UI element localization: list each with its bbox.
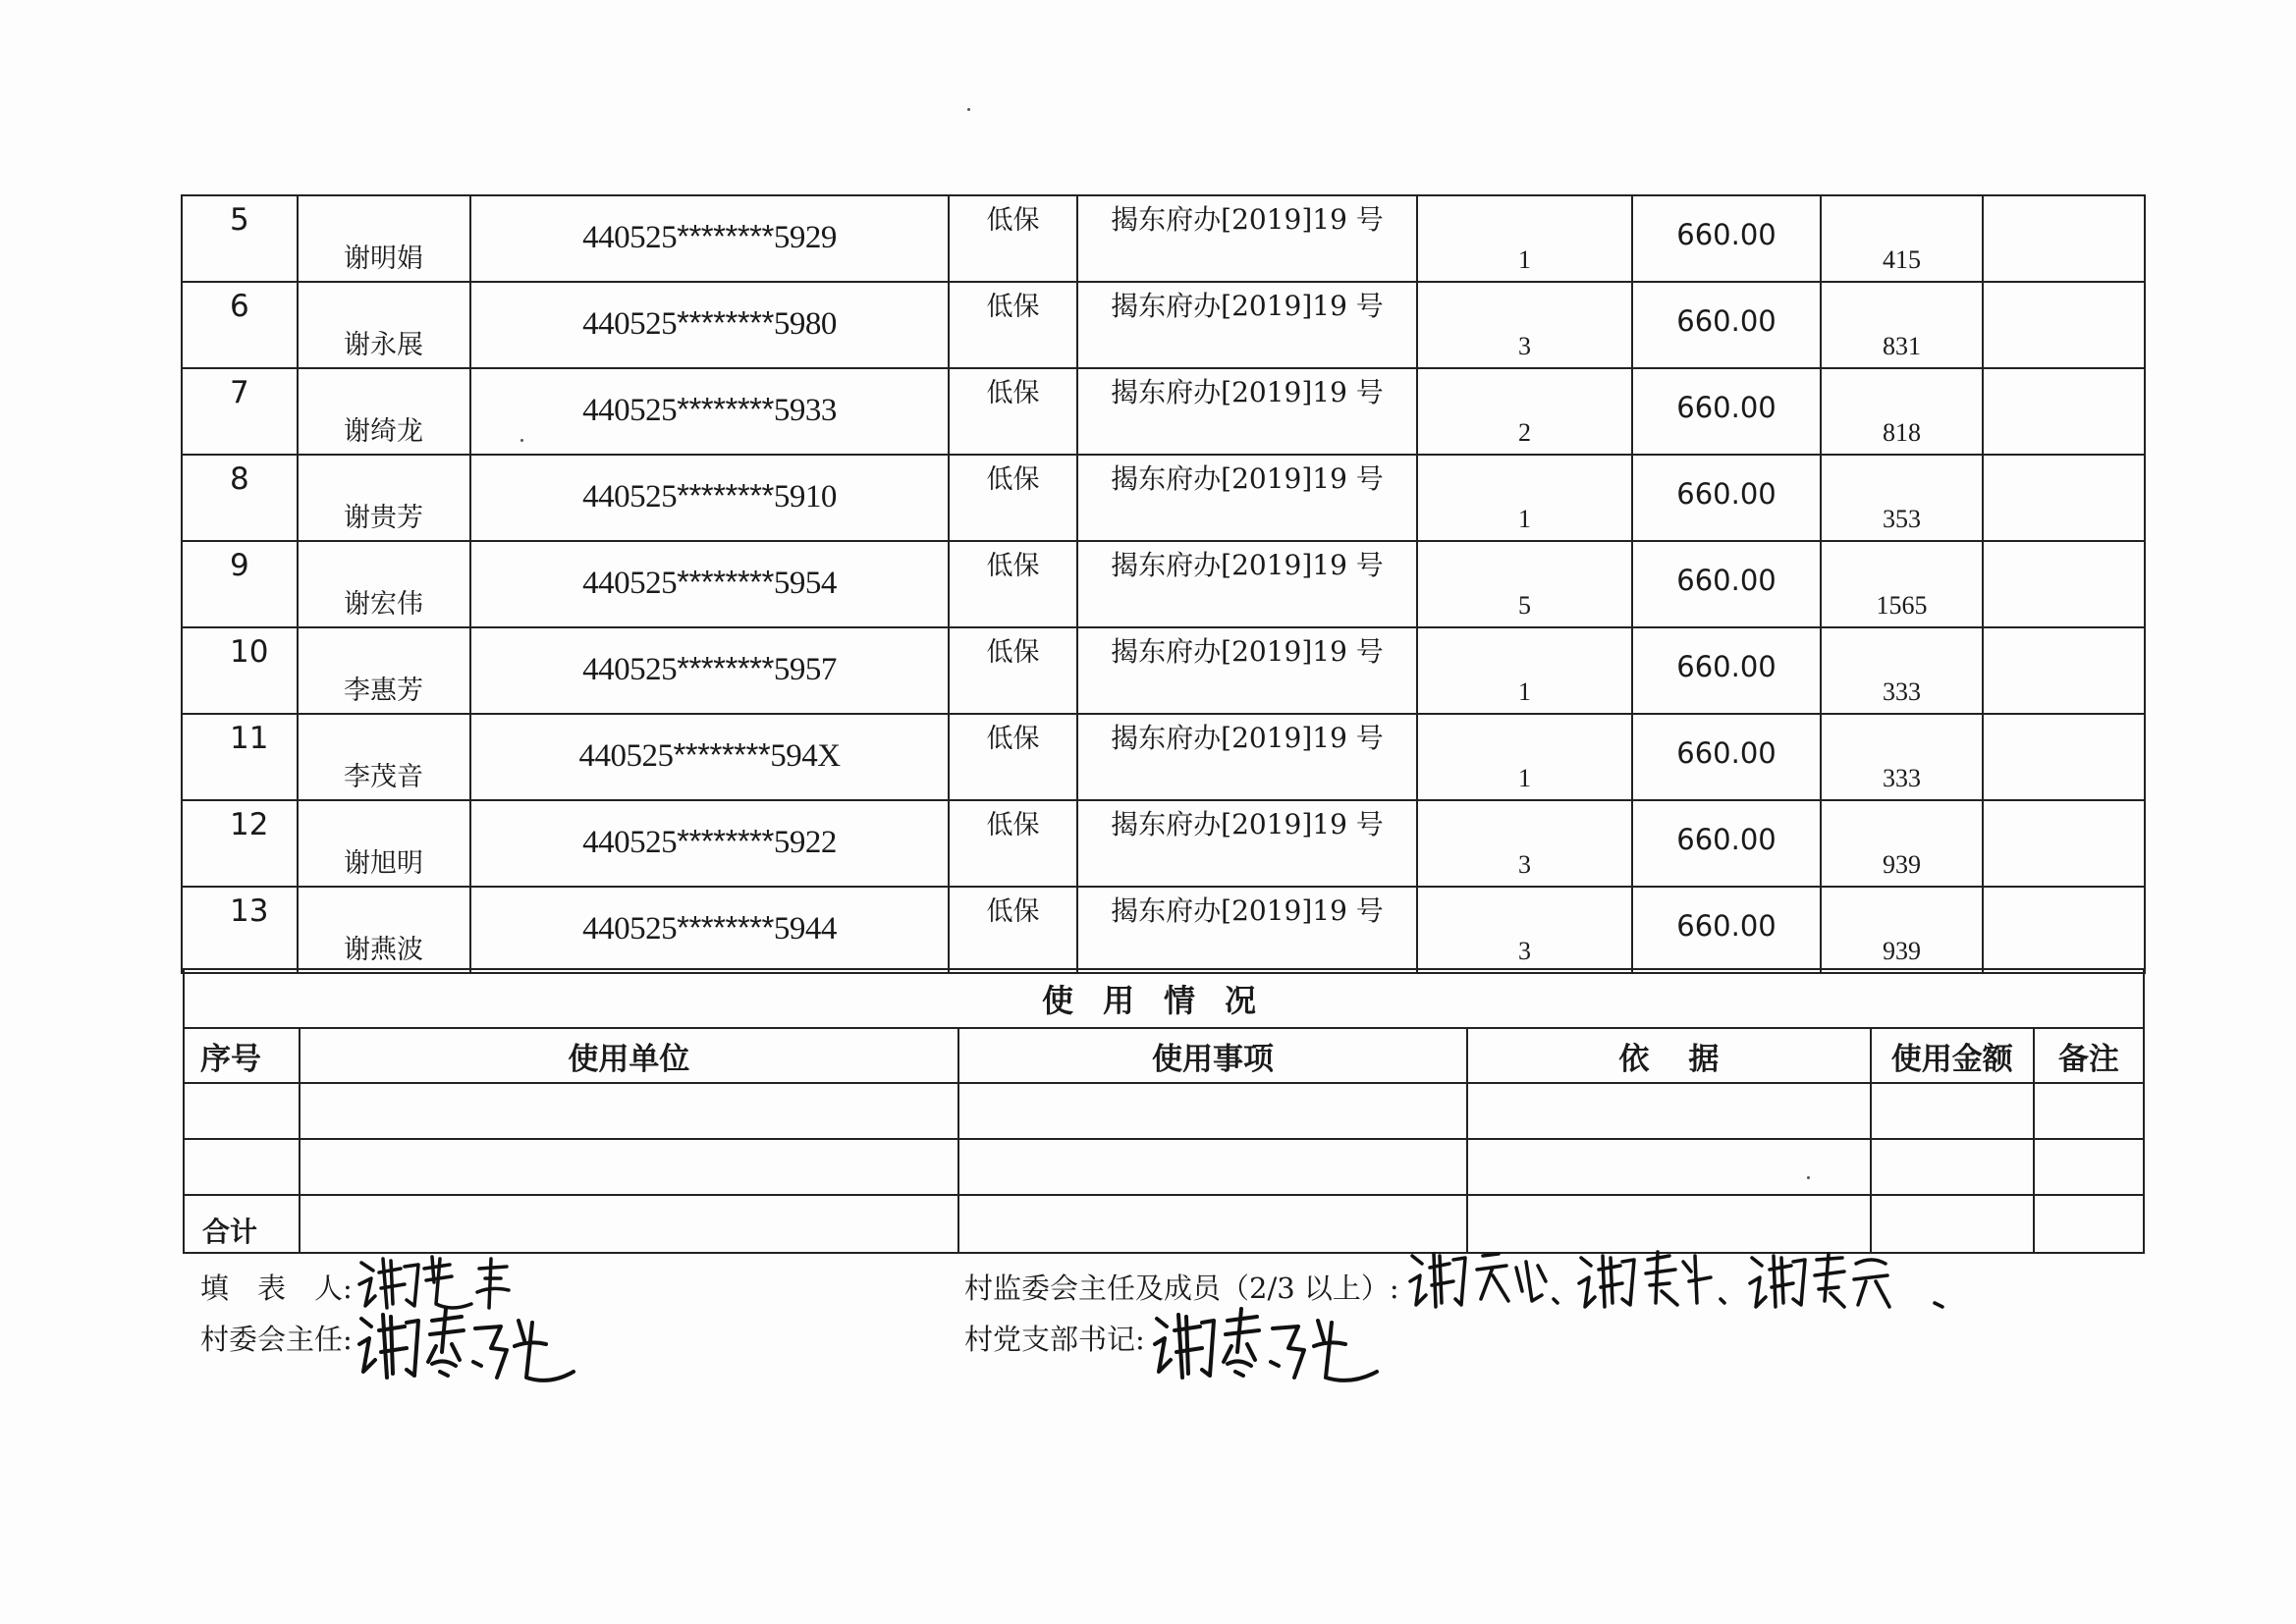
type-cell bbox=[949, 455, 1077, 541]
seq-cell bbox=[182, 368, 298, 455]
header-item: 使用事项 bbox=[958, 1028, 1467, 1083]
household-count: 1 bbox=[1518, 505, 1531, 533]
basis-cell bbox=[1077, 455, 1417, 541]
seq-cell bbox=[182, 282, 298, 368]
table-row bbox=[182, 800, 2145, 887]
scan-speck bbox=[967, 108, 970, 111]
recipients-table bbox=[181, 194, 2146, 974]
people-cell bbox=[1417, 541, 1632, 627]
seq-text: 13 bbox=[230, 893, 269, 929]
header-note: 备注 bbox=[2034, 1028, 2144, 1083]
seq-cell bbox=[182, 714, 298, 800]
name-cell bbox=[298, 887, 470, 973]
type-cell bbox=[949, 541, 1077, 627]
household-count: 1 bbox=[1518, 245, 1531, 274]
people-cell bbox=[1417, 887, 1632, 973]
payment-amount: 333 bbox=[1883, 764, 1921, 792]
seq-cell bbox=[182, 195, 298, 282]
note-cell bbox=[1983, 541, 2145, 627]
standard-amount: 660.00 bbox=[1676, 391, 1777, 424]
payment-amount: 1565 bbox=[1876, 591, 1928, 620]
standard-amount: 660.00 bbox=[1676, 736, 1777, 770]
empty-cell bbox=[1871, 1139, 2034, 1195]
amount-cell bbox=[1821, 541, 1983, 627]
id-number: 440525********5944 bbox=[582, 909, 837, 947]
id-cell bbox=[470, 800, 949, 887]
supervisory-label: 村监委会主任及成员（2/3 以上）: bbox=[964, 1272, 1399, 1305]
header-seq: 序号 bbox=[184, 1028, 300, 1083]
usage-row bbox=[184, 1083, 2144, 1139]
note-cell bbox=[1983, 282, 2145, 368]
header-unit: 使用单位 bbox=[300, 1028, 958, 1083]
id-cell bbox=[470, 627, 949, 714]
empty-cell bbox=[2034, 1139, 2144, 1195]
note-cell bbox=[1983, 627, 2145, 714]
id-number: 440525********5933 bbox=[582, 391, 837, 428]
id-number: 440525********594X bbox=[578, 736, 841, 774]
payment-amount: 818 bbox=[1883, 418, 1921, 447]
seq-text: 8 bbox=[230, 461, 249, 497]
household-count: 3 bbox=[1518, 937, 1531, 965]
type-cell bbox=[949, 800, 1077, 887]
recipient-name: 李茂音 bbox=[344, 762, 423, 792]
standard-amount: 660.00 bbox=[1676, 304, 1777, 338]
type-cell bbox=[949, 195, 1077, 282]
policy-basis: 揭东府办[2019]19 号 bbox=[1111, 722, 1384, 754]
type-cell bbox=[949, 887, 1077, 973]
aid-type: 低保 bbox=[986, 724, 1040, 754]
aid-type: 低保 bbox=[986, 292, 1040, 322]
basis-cell bbox=[1077, 714, 1417, 800]
note-cell bbox=[1983, 368, 2145, 455]
usage-row bbox=[184, 1139, 2144, 1195]
empty-cell bbox=[300, 1139, 958, 1195]
people-cell bbox=[1417, 282, 1632, 368]
id-number: 440525********5922 bbox=[582, 823, 837, 860]
empty-cell bbox=[958, 1083, 1467, 1139]
basis-cell bbox=[1077, 368, 1417, 455]
id-number: 440525********5929 bbox=[582, 218, 837, 255]
people-cell bbox=[1417, 368, 1632, 455]
amount-cell bbox=[1821, 282, 1983, 368]
standard-amount: 660.00 bbox=[1676, 823, 1777, 856]
recipient-name: 谢燕波 bbox=[344, 935, 423, 965]
policy-basis: 揭东府办[2019]19 号 bbox=[1111, 462, 1384, 495]
director-signature bbox=[354, 1301, 579, 1394]
household-count: 3 bbox=[1518, 850, 1531, 879]
policy-basis: 揭东府办[2019]19 号 bbox=[1111, 290, 1384, 322]
aid-type: 低保 bbox=[986, 896, 1040, 927]
seq-text: 9 bbox=[230, 548, 249, 583]
id-cell bbox=[470, 887, 949, 973]
name-cell bbox=[298, 541, 470, 627]
empty-cell bbox=[958, 1195, 1467, 1253]
seq-text: 7 bbox=[230, 375, 249, 410]
id-number: 440525********5910 bbox=[582, 477, 837, 514]
recipient-name: 谢绮龙 bbox=[344, 416, 423, 447]
empty-cell bbox=[1467, 1083, 1870, 1139]
policy-basis: 揭东府办[2019]19 号 bbox=[1111, 203, 1384, 236]
aid-type: 低保 bbox=[986, 464, 1040, 495]
payment-amount: 831 bbox=[1883, 332, 1921, 360]
empty-cell bbox=[300, 1083, 958, 1139]
recipient-name: 谢宏伟 bbox=[344, 589, 423, 620]
basis-cell bbox=[1077, 887, 1417, 973]
standard-cell bbox=[1632, 887, 1821, 973]
table-row bbox=[182, 195, 2145, 282]
id-cell bbox=[470, 282, 949, 368]
aid-type: 低保 bbox=[986, 637, 1040, 668]
people-cell bbox=[1417, 714, 1632, 800]
table-row bbox=[182, 368, 2145, 455]
type-cell bbox=[949, 282, 1077, 368]
basis-cell bbox=[1077, 541, 1417, 627]
amount-cell bbox=[1821, 195, 1983, 282]
policy-basis: 揭东府办[2019]19 号 bbox=[1111, 635, 1384, 668]
id-number: 440525********5957 bbox=[582, 650, 837, 687]
standard-amount: 660.00 bbox=[1676, 477, 1777, 511]
recipient-name: 谢贵芳 bbox=[344, 503, 423, 533]
seq-cell bbox=[182, 627, 298, 714]
empty-cell bbox=[958, 1139, 1467, 1195]
standard-amount: 660.00 bbox=[1676, 650, 1777, 683]
note-cell bbox=[1983, 714, 2145, 800]
seq-cell bbox=[182, 887, 298, 973]
amount-cell bbox=[1821, 455, 1983, 541]
table-row bbox=[182, 282, 2145, 368]
people-cell bbox=[1417, 455, 1632, 541]
policy-basis: 揭东府办[2019]19 号 bbox=[1111, 894, 1384, 927]
people-cell bbox=[1417, 627, 1632, 714]
note-cell bbox=[1983, 455, 2145, 541]
empty-cell bbox=[2034, 1195, 2144, 1253]
table-row bbox=[182, 455, 2145, 541]
aid-type: 低保 bbox=[986, 205, 1040, 236]
amount-cell bbox=[1821, 627, 1983, 714]
usage-title: 使用情况 bbox=[184, 969, 2144, 1028]
basis-cell bbox=[1077, 195, 1417, 282]
seq-text: 12 bbox=[230, 807, 269, 842]
supervisory-signature bbox=[1404, 1242, 1954, 1321]
recipient-name: 谢明娟 bbox=[344, 244, 423, 274]
note-cell bbox=[1983, 195, 2145, 282]
note-cell bbox=[1983, 800, 2145, 887]
standard-cell bbox=[1632, 714, 1821, 800]
standard-cell bbox=[1632, 455, 1821, 541]
basis-cell bbox=[1077, 282, 1417, 368]
policy-basis: 揭东府办[2019]19 号 bbox=[1111, 808, 1384, 840]
seq-text: 11 bbox=[230, 721, 269, 756]
type-cell bbox=[949, 627, 1077, 714]
payment-amount: 415 bbox=[1883, 245, 1921, 274]
standard-amount: 660.00 bbox=[1676, 909, 1777, 943]
standard-amount: 660.00 bbox=[1676, 564, 1777, 597]
amount-cell bbox=[1821, 368, 1983, 455]
name-cell bbox=[298, 800, 470, 887]
empty-cell bbox=[184, 1083, 300, 1139]
payment-amount: 939 bbox=[1883, 937, 1921, 965]
filler-label: 填 表 人: bbox=[200, 1272, 353, 1305]
type-cell bbox=[949, 714, 1077, 800]
standard-cell bbox=[1632, 627, 1821, 714]
id-cell bbox=[470, 541, 949, 627]
table-row bbox=[182, 714, 2145, 800]
secretary-signature bbox=[1149, 1301, 1385, 1394]
table-row bbox=[182, 887, 2145, 973]
id-number: 440525********5954 bbox=[582, 564, 837, 601]
standard-cell bbox=[1632, 541, 1821, 627]
empty-cell bbox=[300, 1195, 958, 1253]
empty-cell bbox=[184, 1139, 300, 1195]
name-cell bbox=[298, 195, 470, 282]
aid-type: 低保 bbox=[986, 378, 1040, 408]
total-label: 合计 bbox=[184, 1195, 300, 1253]
seq-cell bbox=[182, 455, 298, 541]
basis-cell bbox=[1077, 627, 1417, 714]
type-cell bbox=[949, 368, 1077, 455]
director-label: 村委会主任: bbox=[200, 1323, 353, 1356]
amount-cell bbox=[1821, 800, 1983, 887]
household-count: 1 bbox=[1518, 677, 1531, 706]
people-cell bbox=[1417, 195, 1632, 282]
household-count: 1 bbox=[1518, 764, 1531, 792]
id-cell bbox=[470, 714, 949, 800]
recipient-name: 谢永展 bbox=[344, 330, 423, 360]
name-cell bbox=[298, 368, 470, 455]
name-cell bbox=[298, 714, 470, 800]
amount-cell bbox=[1821, 887, 1983, 973]
table-row bbox=[182, 541, 2145, 627]
standard-amount: 660.00 bbox=[1676, 218, 1777, 251]
recipient-name: 李惠芳 bbox=[344, 676, 423, 706]
aid-type: 低保 bbox=[986, 551, 1040, 581]
id-cell bbox=[470, 455, 949, 541]
id-cell bbox=[470, 368, 949, 455]
standard-cell bbox=[1632, 195, 1821, 282]
note-cell bbox=[1983, 887, 2145, 973]
header-amount: 使用金额 bbox=[1871, 1028, 2034, 1083]
name-cell bbox=[298, 455, 470, 541]
seq-text: 5 bbox=[230, 202, 249, 238]
household-count: 5 bbox=[1518, 591, 1531, 620]
amount-cell bbox=[1821, 714, 1983, 800]
payment-amount: 333 bbox=[1883, 677, 1921, 706]
secretary-label: 村党支部书记: bbox=[964, 1323, 1145, 1356]
standard-cell bbox=[1632, 282, 1821, 368]
policy-basis: 揭东府办[2019]19 号 bbox=[1111, 549, 1384, 581]
standard-cell bbox=[1632, 368, 1821, 455]
policy-basis: 揭东府办[2019]19 号 bbox=[1111, 376, 1384, 408]
empty-cell bbox=[1871, 1083, 2034, 1139]
people-cell bbox=[1417, 800, 1632, 887]
standard-cell bbox=[1632, 800, 1821, 887]
empty-cell bbox=[2034, 1083, 2144, 1139]
aid-type: 低保 bbox=[986, 810, 1040, 840]
recipient-name: 谢旭明 bbox=[344, 848, 423, 879]
id-number: 440525********5980 bbox=[582, 304, 837, 342]
empty-cell bbox=[1467, 1139, 1870, 1195]
name-cell bbox=[298, 282, 470, 368]
table-row bbox=[182, 627, 2145, 714]
id-cell bbox=[470, 195, 949, 282]
payment-amount: 353 bbox=[1883, 505, 1921, 533]
scan-speck bbox=[1807, 1176, 1810, 1179]
basis-cell bbox=[1077, 800, 1417, 887]
scan-speck bbox=[520, 439, 523, 442]
payment-amount: 939 bbox=[1883, 850, 1921, 879]
seq-cell bbox=[182, 541, 298, 627]
name-cell bbox=[298, 627, 470, 714]
usage-table bbox=[183, 968, 2145, 1254]
seq-text: 6 bbox=[230, 289, 249, 324]
seq-text: 10 bbox=[230, 634, 269, 670]
header-basis: 依据 bbox=[1467, 1028, 1870, 1083]
household-count: 3 bbox=[1518, 332, 1531, 360]
seq-cell bbox=[182, 800, 298, 887]
household-count: 2 bbox=[1518, 418, 1531, 447]
